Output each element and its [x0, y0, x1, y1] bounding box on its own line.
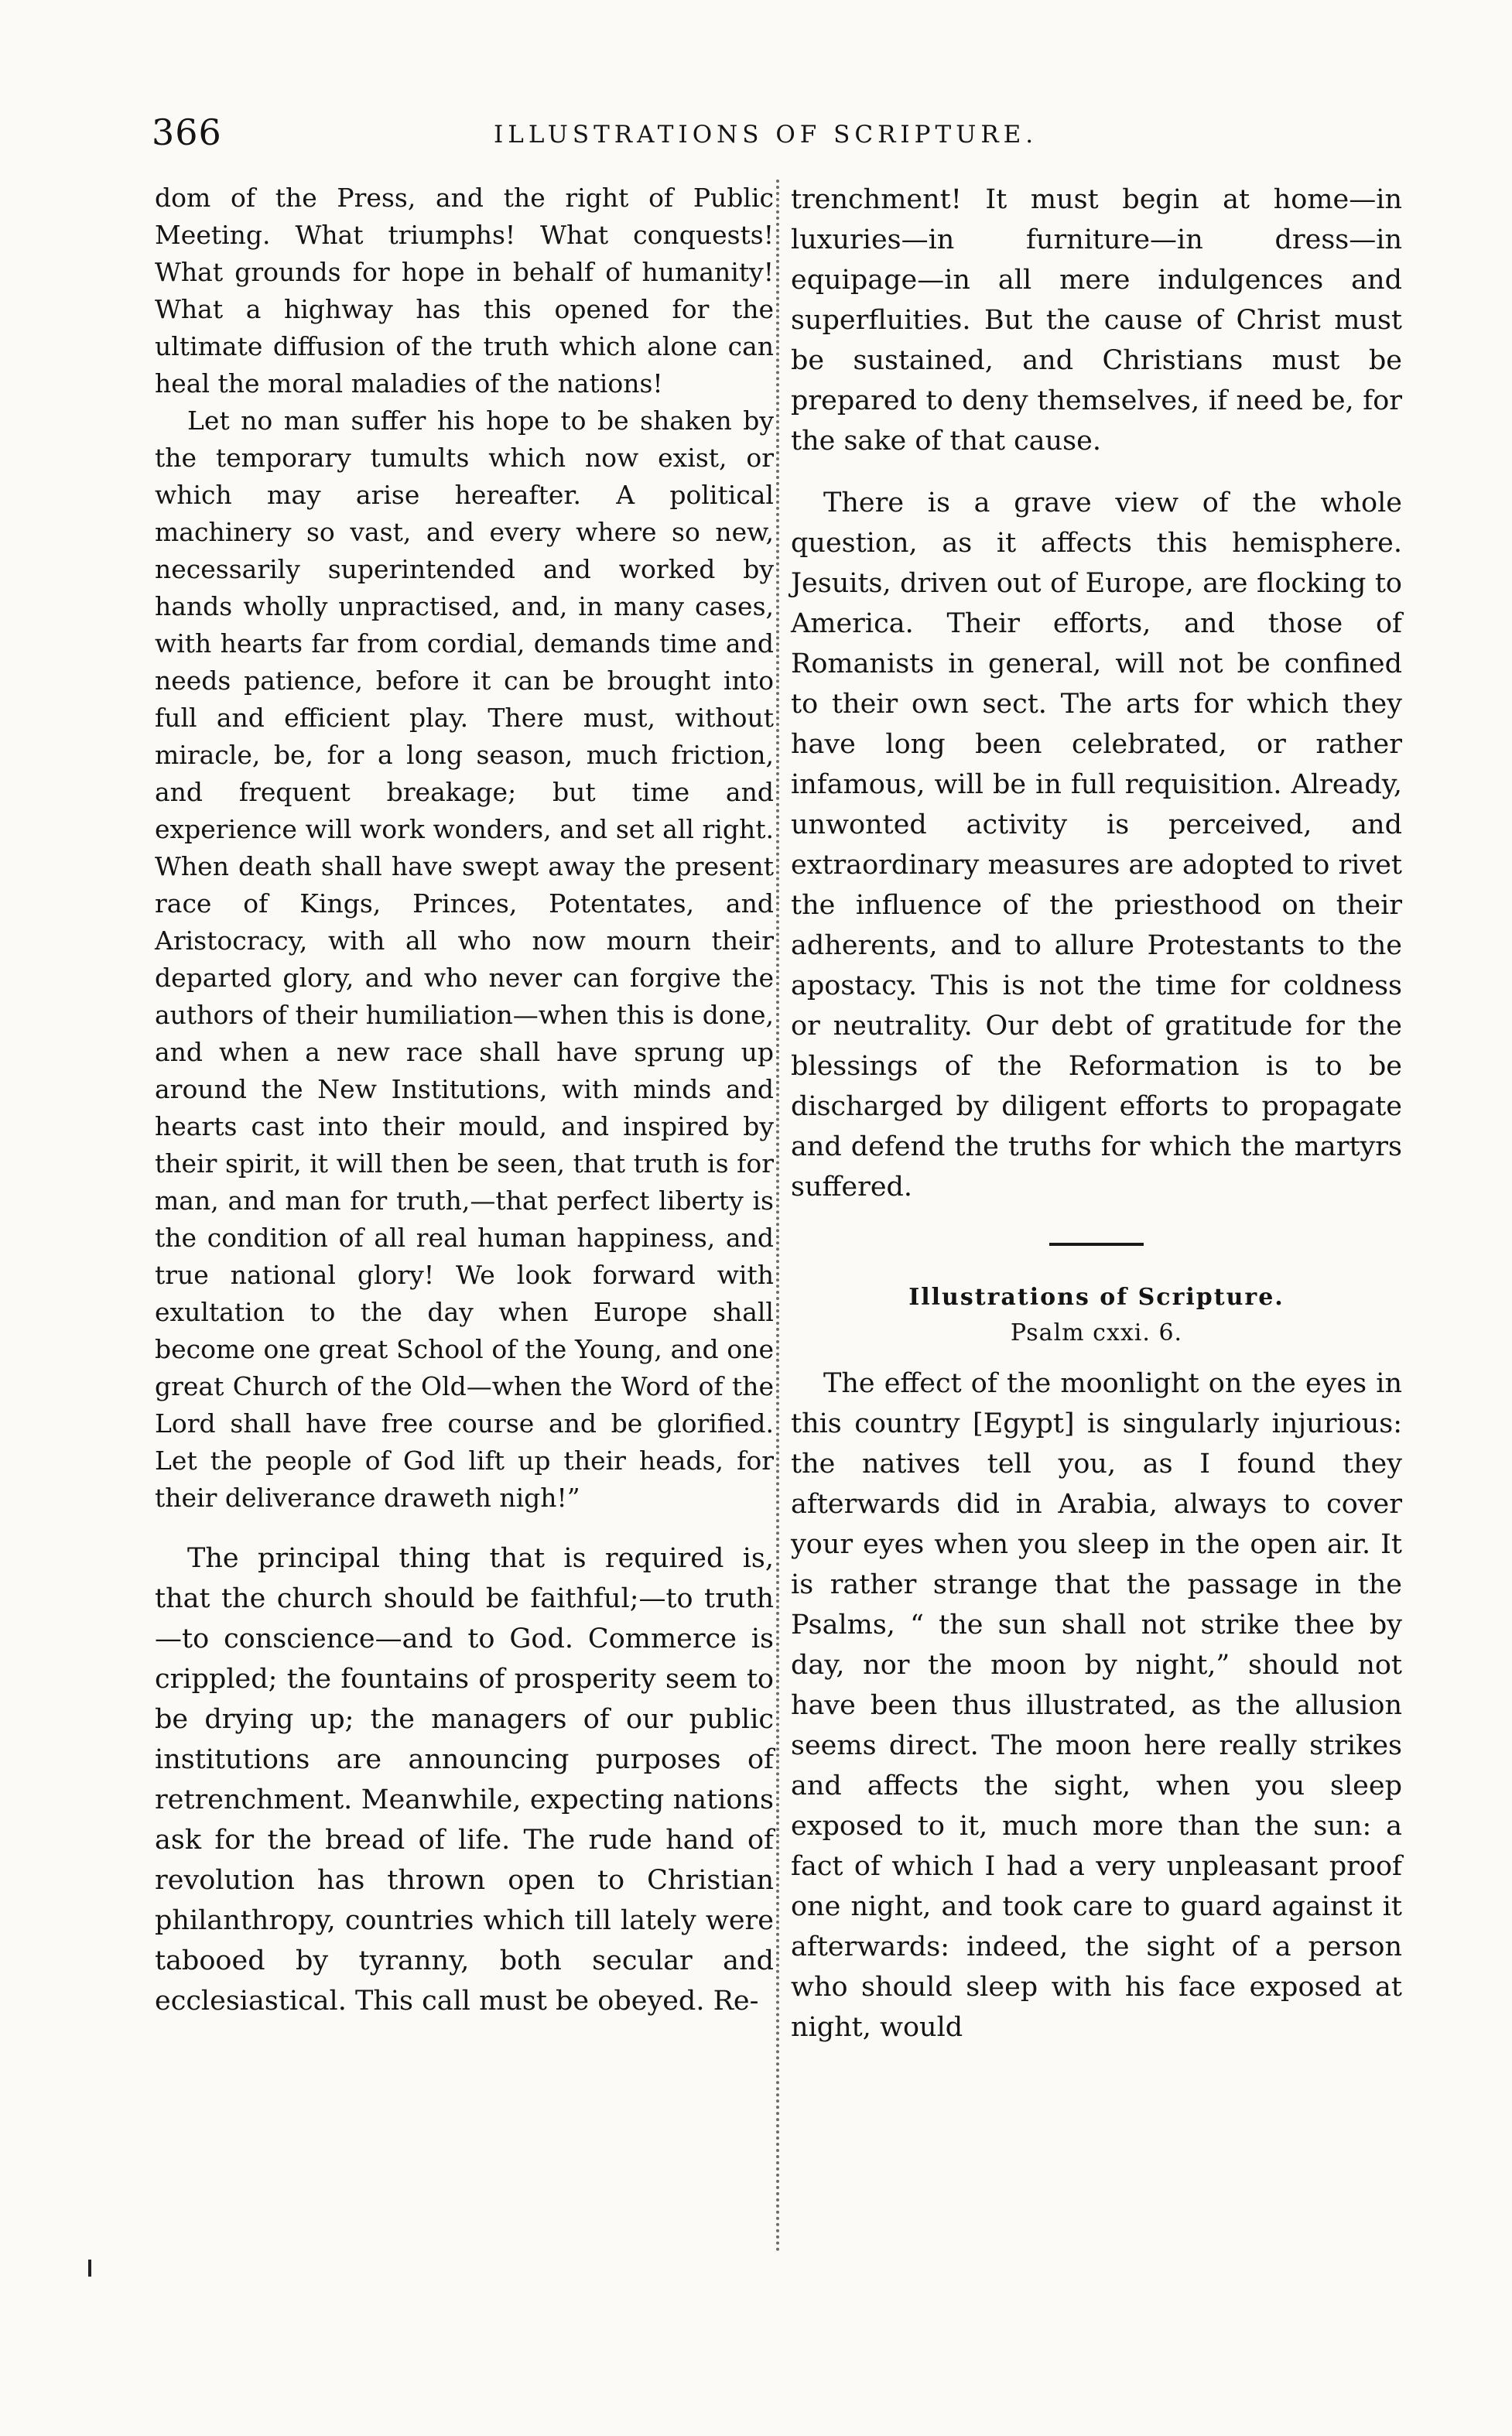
section-divider-rule — [1049, 1243, 1144, 1246]
section-heading: Illustrations of Scripture. — [908, 1284, 1285, 1311]
margin-mark — [88, 2260, 91, 2277]
column-divider — [776, 180, 779, 2253]
page-number: 366 — [152, 111, 222, 153]
right-paragraph-1: trenchment! It must begin at home—in luxuries—in furniture—in dress—in equipage—in all mere indulgences and superfluities. But the cause of Christ must be sustained, and Christians must be prepared to deny themselves, if need be, for the sake of that cause. — [791, 184, 1402, 457]
scripture-reference: Psalm cxxi. 6. — [1010, 1319, 1183, 1346]
running-title: ILLUSTRATIONS OF SCRIPTURE. — [494, 121, 1038, 149]
left-paragraph-1: dom of the Press, and the right of Public Meeting. What triumphs! What conquests! What grounds for hope in behalf of humanity! What a highway has this opened for the ultimate diffusion of the truth which alone can heal the moral maladies of the nations! — [155, 183, 774, 399]
right-paragraph-2: There is a grave view of the whole question, as it affects this hemisphere. Jesuits, driven out of Europe, are flocking to America. Their efforts, and those of Romanists in general, will not be confined to their own sect. The arts for which they have long been celebrated, or rather infamous, will be in full requisition. Already, unwonted activity is perceived, and extraordinary measures are adopted to rivet the influence of the priesthood on their adherents, and to allure Protestants to the apostacy. This is not the time for coldness or neutrality. Our debt of gratitude for the blessings of the Reformation is to be discharged by diligent efforts to propagate and defend the truths for which the martyrs suffered. — [791, 488, 1402, 1203]
left-paragraph-3: The principal thing that is required is, that the church should be faithful;—to truth—to conscience—and to God. Commerce is crippled; the fountains of prosperity seem to be drying up; the managers of our public institutions are announcing purposes of retrenchment. Meanwhile, expecting nations ask for the bread of life. The rude hand of revolution has thrown open to Christian philanthropy, countries which till lately were tabooed by tyranny, both secular and ecclesiastical. This call must be obeyed. Re- — [155, 1543, 774, 2017]
right-paragraph-3: The effect of the moonlight on the eyes in this country [Egypt] is singularly injurious: the natives tell you, as I found they afterwards did in Arabia, always to cover your eyes when you sleep in the open air. It is rather strange that the passage in the Psalms, “ the sun shall not strike thee by day, nor the moon by night,” should not have been thus illustrated, as the allusion seems direct. The moon here really strikes and affects the sight, when you sleep exposed to it, much more than the sun: a fact of which I had a very unpleasant proof one night, and took care to guard against it afterwards: indeed, the sight of a person who should sleep with his face exposed at night, would — [791, 1368, 1402, 2043]
left-column — [155, 180, 774, 2021]
right-column — [791, 180, 1402, 2048]
left-paragraph-2: Let no man suffer his hope to be shaken by the temporary tumults which now exist, or which may arise hereafter. A political machinery so vast, and every where so new, necessarily superintended and worked by hands wholly unpractised, and, in many cases, with hearts far from cordial, demands time and needs patience, before it can be brought into full and efficient play. There must, without miracle, be, for a long season, much friction, and frequent breakage; but time and experience will work wonders, and set all right. When death shall have swept away the present race of Kings, Princes, Potentates, and Aristocracy, with all who now mourn their departed glory, and who never can forgive the authors of their humiliation—when this is done, and when a new race shall have sprung up around the New Institutions, with minds and hearts cast into their mould, and inspired by their spirit, it will then be seen, that truth is for man, and man for truth,—that perfect liberty is the condition of all real human happiness, and true national glory! We look forward with exultation to the day when Europe shall become one great School of the Young, and one great Church of the Old—when the Word of the Lord shall have free course and be glorified. Let the people of God lift up their heads, for their deliverance draweth nigh!” — [155, 405, 774, 1513]
page-header — [152, 113, 1390, 159]
